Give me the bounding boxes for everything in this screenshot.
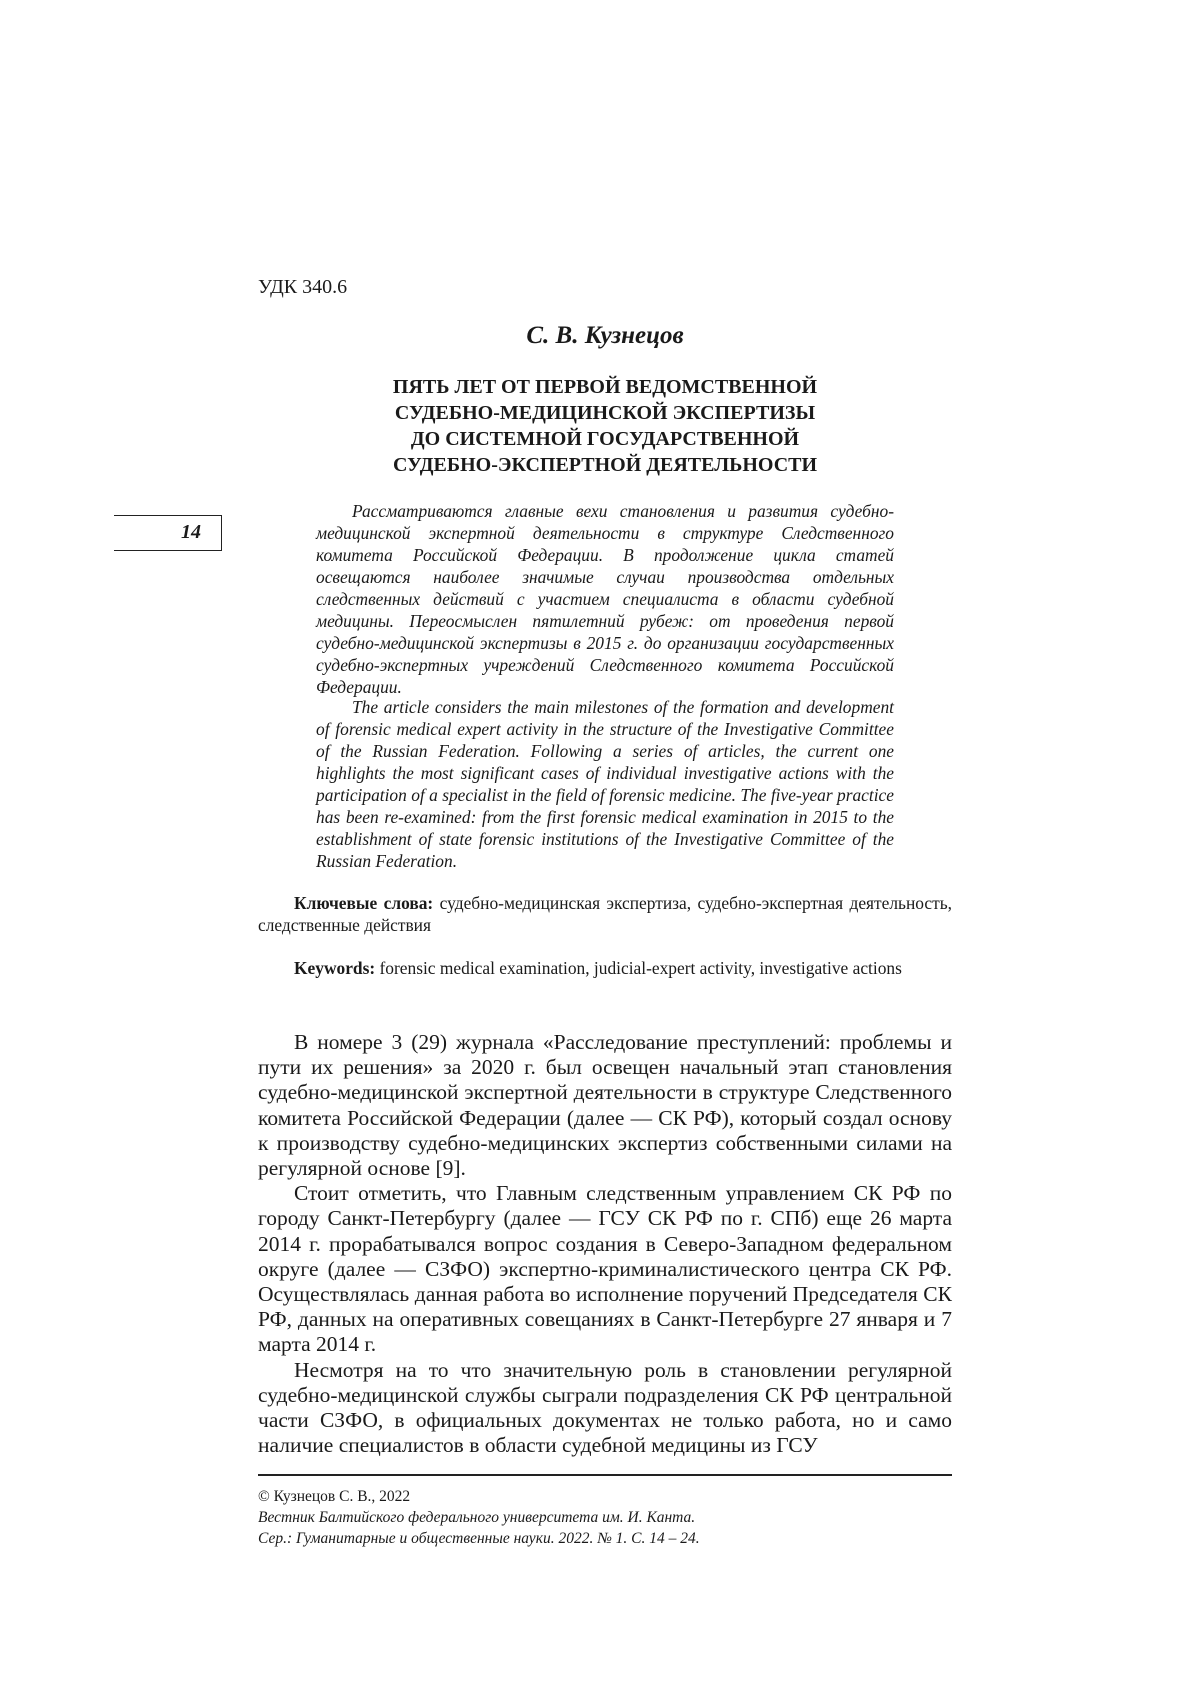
keywords-label: Ключевые слова: [294, 893, 434, 913]
abstract-english: The article considers the main milestones of the formation and development of forensic medical expert activity in the structure of the Investigative Committee of the Russian Federation. Following a series of articles, the current one highlights the most significant cases of individual investigative actions with the participation of a specialist in the field of forensic medicine. The five-year practice has been re-examined: from the first forensic medical examination in 2015 to the establishment of state forensic institutions of the Investigative Committee of the Russian Federation. [316, 697, 894, 871]
page-number: 14 [181, 521, 201, 543]
keywords-label: Keywords: [294, 958, 376, 978]
article-title [258, 374, 952, 478]
copyright-line: © Кузнецов С. В., 2022 [258, 1488, 411, 1505]
body-paragraph: Несмотря на то что значительную роль в становлении регулярной судебно-медицинской службы сыграли подразделения СК РФ центральной части СЗФО, в официальных документах не только работа, но и само наличие специалистов в области судебной медицины из ГСУ [258, 1357, 952, 1458]
title-line: СУДЕБНО-МЕДИЦИНСКОЙ ЭКСПЕРТИЗЫ [394, 402, 816, 424]
keywords-russian [258, 892, 952, 936]
abstract-russian: Рассматриваются главные вехи становления и развития судебно-медицинской экспертной деятельности в структуре Следственного комитета Российской Федерации. В продолжение цикла статей освещаются наиболее значимые случаи производства отдельных следственных действий с участием специалиста в области судебной медицины. Переосмыслен пятилетний рубеж: от проведения первой судебно-медицинской экспертизы в 2015 г. до организации государственных судебно-экспертных учреждений Следственного комитета Российской Федерации. [316, 501, 894, 697]
journal-citation-line: Сер.: Гуманитарные и общественные науки. 2022. № 1. С. 14 – 24. [258, 1530, 700, 1547]
article-body [258, 1030, 952, 1458]
title-line: ПЯТЬ ЛЕТ ОТ ПЕРВОЙ ВЕДОМСТВЕННОЙ [392, 376, 818, 398]
page-footer [258, 1486, 958, 1549]
page-number-box [114, 515, 222, 551]
journal-citation-line: Вестник Балтийского федерального университета им. И. Канта. [258, 1509, 696, 1526]
udk-code: УДК 340.6 [258, 276, 348, 298]
author-name: С. В. Кузнецов [526, 322, 684, 349]
footer-divider [258, 1474, 952, 1476]
body-paragraph: Стоит отметить, что Главным следственным управлением СК РФ по городу Санкт-Петербургу (далее — ГСУ СК РФ по г. СПб) еще 26 марта 2014 г. прорабатывался вопрос создания в Северо-Западном федеральном округе (далее — СЗФО) экспертно-криминалистического центра СК РФ. Осуществлялась данная работа во исполнение поручений Председателя СК РФ, данных на оперативных совещаниях в Санкт-Петербурге 27 января и 7 марта 2014 г. [258, 1181, 952, 1357]
keywords-english [258, 957, 952, 979]
body-paragraph: В номере 3 (29) журнала «Расследование преступлений: проблемы и пути их решения» за 2020 г. был освещен начальный этап становления судебно-медицинской экспертной деятельности в структуре Следственного комитета Российской Федерации (далее — СК РФ), который создал основу к производству судебно-медицинских экспертиз собственными силами на регулярной основе [9]. [258, 1030, 952, 1181]
title-line: СУДЕБНО-ЭКСПЕРТНОЙ ДЕЯТЕЛЬНОСТИ [392, 454, 818, 476]
keywords-text: forensic medical examination, judicial-expert activity, investigative actions [379, 958, 902, 978]
title-line: ДО СИСТЕМНОЙ ГОСУДАРСТВЕННОЙ [410, 428, 800, 450]
keywords-text: судебно-медицинская экспертиза, судебно-экспертная деятельность, следственные действия [258, 893, 953, 935]
